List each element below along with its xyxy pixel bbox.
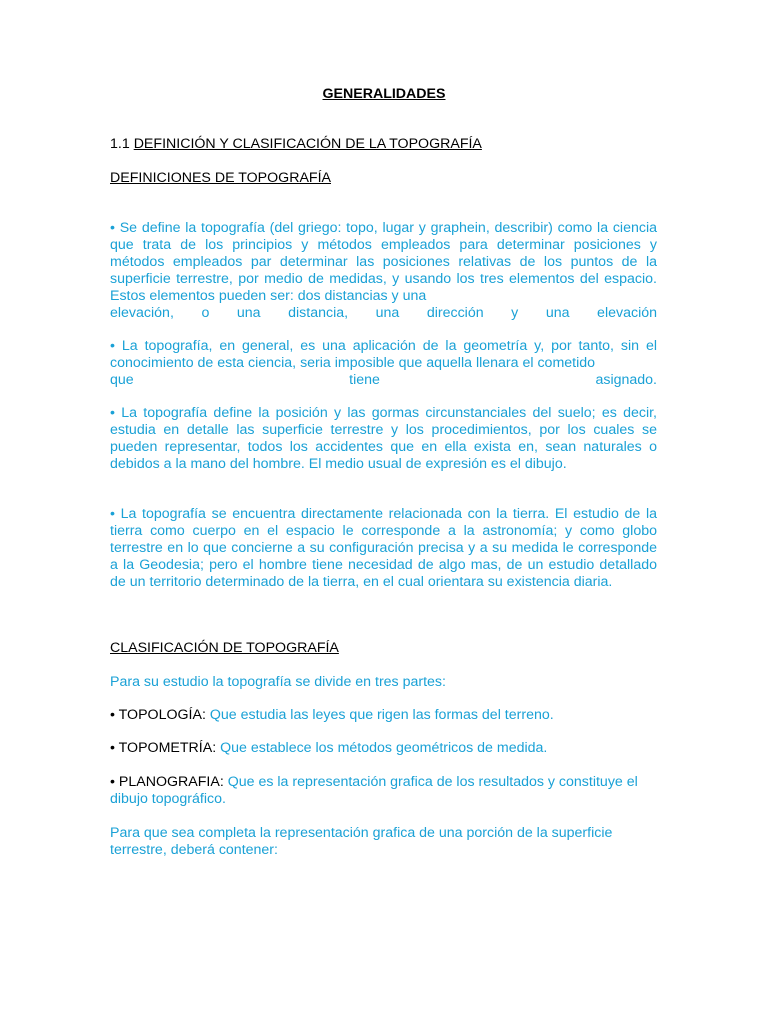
- section-heading: [110, 136, 657, 153]
- classification-heading: CLASIFICACIÓN DE TOPOGRAFÍA: [110, 640, 339, 656]
- paragraph-last-line: que tiene asignado.: [110, 372, 657, 388]
- part-description: Que estudia las leyes que rigen las formas del terreno.: [205, 707, 554, 723]
- section-number: 1.1: [110, 136, 130, 152]
- definitions-heading: DEFINICIONES DE TOPOGRAFÍA: [110, 170, 331, 186]
- part-term: • TOPOLOGÍA:: [110, 707, 206, 723]
- part-item-topologia: [110, 707, 657, 724]
- part-item-planografia: [110, 774, 657, 808]
- closing-paragraph: Para que sea completa la representación grafica de una porción de la superficie terrestre, deberá contener:: [110, 825, 613, 858]
- part-description: Que establece los métodos geométricos de medida.: [216, 740, 548, 756]
- classification-intro: Para su estudio la topografía se divide en tres partes:: [110, 674, 446, 690]
- paragraph-body: • La topografía se encuentra directamente relacionada con la tierra. El estudio de la tierra como cuerpo en el espacio le corresponde a la astronomía; y como globo terrestre en lo que concierne a su configuración precisa y a su medida le corresponde a la Geodesia; pero el hombre tiene necesidad de algo mas, de un estudio detallado de un territorio determinado de la tierra, en el cual orientara su existencia diaria.: [110, 506, 657, 590]
- part-item-topometria: [110, 740, 657, 757]
- definition-paragraph-4: [110, 506, 657, 591]
- paragraph-last-line: elevación, o una distancia, una dirección y una elevación: [110, 305, 657, 321]
- document-title: GENERALIDADES: [322, 86, 446, 102]
- definition-paragraph-3: [110, 405, 657, 473]
- part-term: • TOPOMETRÍA:: [110, 740, 217, 756]
- paragraph-body: • La topografía, en general, es una aplicación de la geometría y, por tanto, sin el conocimiento de esta ciencia, seria imposible que aquella llenara el cometido: [110, 338, 657, 371]
- part-description: Que es la representación grafica de los resultados y constituye el dibujo topográfico.: [110, 774, 638, 807]
- part-term: • PLANOGRAFIA:: [110, 774, 224, 790]
- paragraph-body: • Se define la topografía (del griego: topo, lugar y graphein, describir) como la ciencia que trata de los principios y métodos empleados para determinar posiciones y métodos empleados par determinar las posiciones relativas de los puntos de la superficie terrestre, por medio de medidas, y usando los tres elementos del espacio. Estos elementos pueden ser: dos distancias y una: [110, 220, 657, 304]
- section-title: DEFINICIÓN Y CLASIFICACIÓN DE LA TOPOGRAFÍA: [133, 136, 482, 152]
- definition-paragraph-2: [110, 338, 657, 389]
- definition-paragraph-1: [110, 220, 657, 322]
- paragraph-body: • La topografía define la posición y las gormas circunstanciales del suelo; es decir, estudia en detalle las superficie terrestre y los procedimientos, por los cuales se pueden representar, todos los accidentes que en ella exista en, sean naturales o debidos a la mano del hombre. El medio usual de expresión es el dibujo.: [110, 405, 657, 472]
